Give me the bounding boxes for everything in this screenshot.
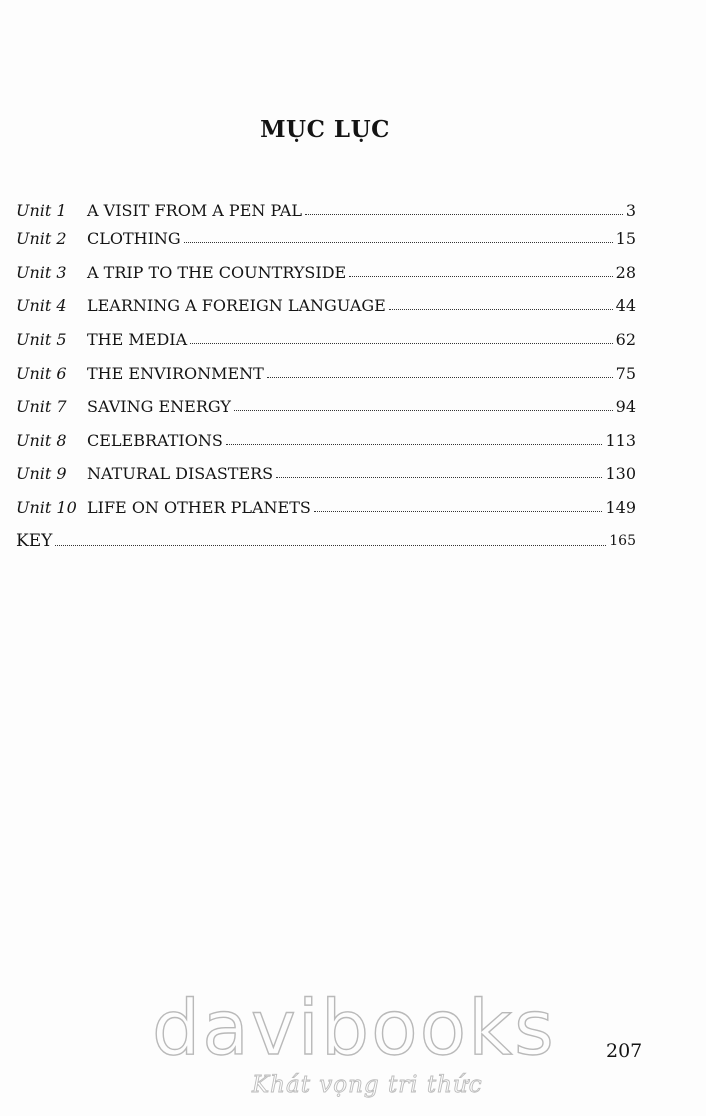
toc-row xyxy=(16,356,636,390)
toc-unit-label: Unit 1 xyxy=(16,200,67,220)
toc-unit-title: NATURAL DISASTERS xyxy=(87,464,274,484)
toc-unit-title: LEARNING A FOREIGN LANGUAGE xyxy=(87,296,386,316)
toc-row xyxy=(16,198,636,222)
toc-unit-title: LIFE ON OTHER PLANETS xyxy=(87,498,311,518)
toc-unit-title: SAVING ENERGY xyxy=(87,397,231,417)
toc-page-number: 149 xyxy=(605,498,636,518)
toc-unit-label: Unit 2 xyxy=(16,229,67,249)
toc-leader-dots xyxy=(349,276,612,277)
toc-row xyxy=(16,424,636,458)
toc-page-number: 15 xyxy=(615,229,636,249)
toc-page-number: 165 xyxy=(609,533,636,550)
toc-row xyxy=(16,256,636,290)
toc-key-title: KEY xyxy=(16,531,53,552)
toc-unit-title: A TRIP TO THE COUNTRYSIDE xyxy=(87,262,347,282)
toc-row xyxy=(16,289,636,323)
page-number: 207 xyxy=(606,1040,643,1062)
toc-row xyxy=(16,222,636,256)
toc-unit-label: Unit 10 xyxy=(16,498,77,518)
toc-leader-dots xyxy=(55,545,606,546)
toc-page-number: 113 xyxy=(605,430,636,450)
toc-leader-dots xyxy=(314,511,603,512)
toc-page-number: 44 xyxy=(615,296,636,316)
toc-unit-title: CELEBRATIONS xyxy=(87,430,223,450)
toc-unit-title: THE MEDIA xyxy=(87,330,188,350)
toc-unit-label: Unit 4 xyxy=(16,296,67,316)
toc-page-number: 3 xyxy=(625,200,636,220)
watermark-tagline: Khát vọng tri thức xyxy=(252,1072,483,1098)
toc-unit-label: Unit 3 xyxy=(16,262,67,282)
toc-unit-label: Unit 8 xyxy=(16,430,67,450)
toc-page-number: 130 xyxy=(605,464,636,484)
toc-page-number: 94 xyxy=(615,397,636,417)
toc-leader-dots xyxy=(234,410,613,411)
toc-row xyxy=(16,491,636,525)
toc-unit-label: Unit 6 xyxy=(16,363,67,383)
toc-row xyxy=(16,323,636,357)
toc-leader-dots xyxy=(226,444,603,445)
watermark-brand: davibooks xyxy=(152,983,556,1072)
toc-unit-label: Unit 9 xyxy=(16,464,67,484)
toc-row-key xyxy=(16,524,636,558)
toc-unit-title: THE ENVIRONMENT xyxy=(87,363,264,383)
page-title: MỤC LỤC xyxy=(260,116,390,143)
toc-page-number: 75 xyxy=(615,363,636,383)
toc-page-number: 28 xyxy=(615,262,636,282)
toc-leader-dots xyxy=(389,309,613,310)
toc-unit-label: Unit 5 xyxy=(16,330,67,350)
toc-leader-dots xyxy=(267,377,613,378)
toc-leader-dots xyxy=(190,343,612,344)
toc-unit-label: Unit 7 xyxy=(16,397,67,417)
toc-leader-dots xyxy=(184,242,613,243)
table-of-contents xyxy=(16,198,636,558)
toc-unit-title: A VISIT FROM A PEN PAL xyxy=(87,200,302,220)
toc-page-number: 62 xyxy=(615,330,636,350)
toc-leader-dots xyxy=(276,477,602,478)
toc-row xyxy=(16,390,636,424)
watermark-logo xyxy=(152,983,572,1110)
toc-row xyxy=(16,457,636,491)
toc-unit-title: CLOTHING xyxy=(87,229,181,249)
toc-leader-dots xyxy=(305,214,623,215)
